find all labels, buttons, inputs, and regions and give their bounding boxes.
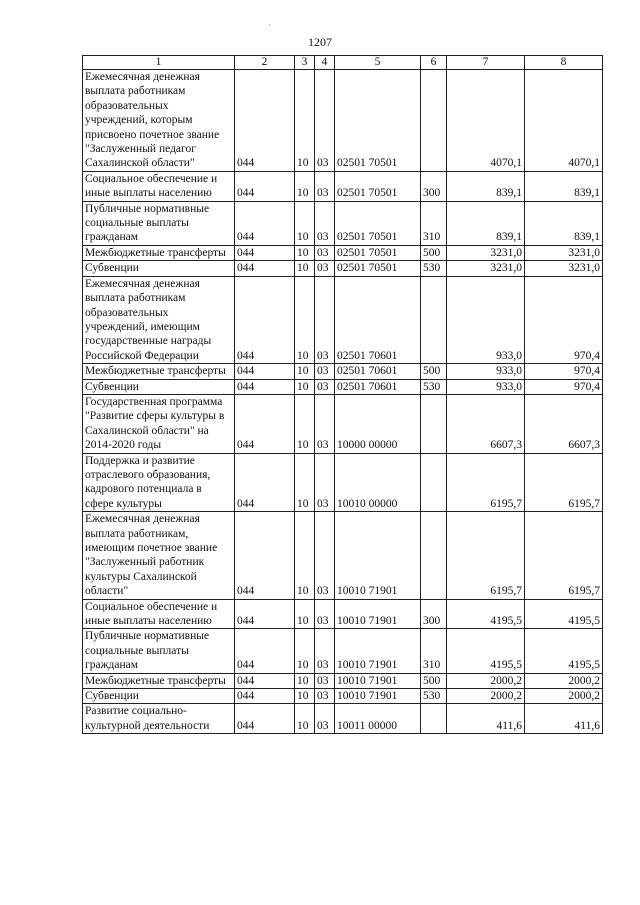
cell-section: 10 — [295, 599, 315, 629]
cell-target-article: 10010 71901 — [335, 599, 421, 629]
table-header-row — [83, 56, 603, 70]
row-name: Государственная программа "Развитие сферы культуры в Сахалинской области" на 2014-2020 годы — [83, 394, 235, 453]
table-row — [83, 261, 603, 276]
table-row — [83, 512, 603, 599]
cell-subsection: 03 — [315, 704, 335, 734]
row-name: Публичные нормативные социальные выплаты гражданам — [83, 201, 235, 245]
cell-expense-type — [421, 453, 447, 512]
cell-sum-2015: 411,6 — [447, 704, 525, 734]
cell-expense-type: 300 — [421, 171, 447, 201]
cell-sum-2016: 2000,2 — [525, 689, 603, 704]
cell-sum-2015: 4070,1 — [447, 70, 525, 172]
cell-subsection: 03 — [315, 379, 335, 394]
cell-expense-type: 500 — [421, 673, 447, 688]
cell-section: 10 — [295, 364, 315, 379]
cell-target-article: 02501 70601 — [335, 364, 421, 379]
cell-sum-2016: 970,4 — [525, 379, 603, 394]
cell-target-article: 10010 71901 — [335, 673, 421, 688]
cell-expense-type: 310 — [421, 201, 447, 245]
row-name: Ежемесячная денежная выплата работникам, имеющим почетное звание "Заслуженный работник культуры Сахалинской области" — [83, 512, 235, 599]
cell-sum-2015: 839,1 — [447, 201, 525, 245]
row-name: Ежемесячная денежная выплата работникам образовательных учреждений, которым присвоено почетное звание "Заслуженный педагог Сахалинской области" — [83, 70, 235, 172]
row-name: Социальное обеспечение и иные выплаты населению — [83, 171, 235, 201]
cell-expense-type — [421, 704, 447, 734]
cell-target-article: 10010 71901 — [335, 629, 421, 673]
cell-admin-code: 044 — [235, 171, 295, 201]
cell-admin-code: 044 — [235, 512, 295, 599]
row-name: Межбюджетные трансферты — [83, 364, 235, 379]
cell-sum-2016: 839,1 — [525, 201, 603, 245]
cell-target-article: 10010 71901 — [335, 689, 421, 704]
cell-subsection: 03 — [315, 276, 335, 363]
table-body — [83, 70, 603, 734]
cell-expense-type — [421, 394, 447, 453]
cell-sum-2016: 2000,2 — [525, 673, 603, 688]
cell-admin-code: 044 — [235, 629, 295, 673]
column-header: 4 — [315, 56, 335, 70]
cell-sum-2016: 4195,5 — [525, 629, 603, 673]
table-row — [83, 453, 603, 512]
cell-section: 10 — [295, 704, 315, 734]
table-row — [83, 689, 603, 704]
row-name: Субвенции — [83, 689, 235, 704]
cell-subsection: 03 — [315, 70, 335, 172]
cell-sum-2016: 970,4 — [525, 364, 603, 379]
table-row — [83, 704, 603, 734]
row-name: Ежемесячная денежная выплата работникам образовательных учреждений, имеющим государственные награды Российской Федерации — [83, 276, 235, 363]
cell-section: 10 — [295, 689, 315, 704]
cell-admin-code: 044 — [235, 245, 295, 260]
cell-target-article: 02501 70501 — [335, 171, 421, 201]
table-row — [83, 379, 603, 394]
cell-target-article: 02501 70501 — [335, 70, 421, 172]
cell-subsection: 03 — [315, 629, 335, 673]
budget-table — [82, 55, 603, 734]
cell-admin-code: 044 — [235, 379, 295, 394]
cell-section: 10 — [295, 453, 315, 512]
cell-expense-type — [421, 70, 447, 172]
cell-target-article: 02501 70501 — [335, 261, 421, 276]
cell-subsection: 03 — [315, 201, 335, 245]
column-header: 3 — [295, 56, 315, 70]
cell-section: 10 — [295, 171, 315, 201]
cell-section: 10 — [295, 201, 315, 245]
table-row — [83, 171, 603, 201]
table-row — [83, 201, 603, 245]
cell-sum-2015: 2000,2 — [447, 673, 525, 688]
cell-sum-2015: 6195,7 — [447, 512, 525, 599]
cell-target-article: 02501 70601 — [335, 276, 421, 363]
cell-subsection: 03 — [315, 171, 335, 201]
cell-subsection: 03 — [315, 689, 335, 704]
table-row — [83, 394, 603, 453]
cell-sum-2015: 933,0 — [447, 364, 525, 379]
cell-target-article: 10010 71901 — [335, 512, 421, 599]
cell-sum-2016: 839,1 — [525, 171, 603, 201]
cell-section: 10 — [295, 245, 315, 260]
row-name: Социальное обеспечение и иные выплаты населению — [83, 599, 235, 629]
cell-target-article: 02501 70601 — [335, 379, 421, 394]
table-row — [83, 629, 603, 673]
cell-sum-2016: 6607,3 — [525, 394, 603, 453]
cell-subsection: 03 — [315, 394, 335, 453]
cell-admin-code: 044 — [235, 70, 295, 172]
cell-admin-code: 044 — [235, 704, 295, 734]
cell-expense-type: 530 — [421, 379, 447, 394]
table-row — [83, 70, 603, 172]
cell-sum-2015: 2000,2 — [447, 689, 525, 704]
scan-speck — [269, 24, 270, 25]
column-header: 6 — [421, 56, 447, 70]
cell-sum-2016: 4070,1 — [525, 70, 603, 172]
table-row — [83, 673, 603, 688]
cell-admin-code: 044 — [235, 599, 295, 629]
cell-expense-type: 300 — [421, 599, 447, 629]
cell-admin-code: 044 — [235, 364, 295, 379]
cell-section: 10 — [295, 70, 315, 172]
page-number: 1207 — [308, 35, 332, 49]
cell-target-article: 10011 00000 — [335, 704, 421, 734]
cell-sum-2015: 6195,7 — [447, 453, 525, 512]
cell-sum-2015: 3231,0 — [447, 245, 525, 260]
row-name: Межбюджетные трансферты — [83, 673, 235, 688]
cell-admin-code: 044 — [235, 261, 295, 276]
cell-admin-code: 044 — [235, 453, 295, 512]
column-header: 1 — [83, 56, 235, 70]
cell-sum-2015: 933,0 — [447, 379, 525, 394]
row-name: Поддержка и развитие отраслевого образования, кадрового потенциала в сфере культуры — [83, 453, 235, 512]
cell-expense-type — [421, 276, 447, 363]
row-name: Публичные нормативные социальные выплаты гражданам — [83, 629, 235, 673]
row-name: Субвенции — [83, 379, 235, 394]
cell-sum-2015: 4195,5 — [447, 599, 525, 629]
cell-subsection: 03 — [315, 673, 335, 688]
cell-subsection: 03 — [315, 245, 335, 260]
column-header: 8 — [525, 56, 603, 70]
cell-sum-2016: 6195,7 — [525, 512, 603, 599]
cell-section: 10 — [295, 673, 315, 688]
cell-admin-code: 044 — [235, 276, 295, 363]
cell-expense-type: 530 — [421, 689, 447, 704]
cell-expense-type: 500 — [421, 364, 447, 379]
cell-sum-2016: 4195,5 — [525, 599, 603, 629]
table-row — [83, 276, 603, 363]
cell-section: 10 — [295, 394, 315, 453]
column-header: 7 — [447, 56, 525, 70]
table-row — [83, 599, 603, 629]
cell-section: 10 — [295, 261, 315, 276]
cell-target-article: 10010 00000 — [335, 453, 421, 512]
row-name: Межбюджетные трансферты — [83, 245, 235, 260]
column-header: 5 — [335, 56, 421, 70]
cell-subsection: 03 — [315, 599, 335, 629]
cell-expense-type: 530 — [421, 261, 447, 276]
cell-subsection: 03 — [315, 261, 335, 276]
cell-expense-type: 310 — [421, 629, 447, 673]
cell-subsection: 03 — [315, 512, 335, 599]
cell-subsection: 03 — [315, 364, 335, 379]
table-row — [83, 364, 603, 379]
cell-sum-2016: 6195,7 — [525, 453, 603, 512]
column-header: 2 — [235, 56, 295, 70]
cell-admin-code: 044 — [235, 689, 295, 704]
cell-sum-2016: 970,4 — [525, 276, 603, 363]
cell-expense-type — [421, 512, 447, 599]
cell-target-article: 02501 70501 — [335, 245, 421, 260]
cell-section: 10 — [295, 276, 315, 363]
cell-expense-type: 500 — [421, 245, 447, 260]
cell-section: 10 — [295, 512, 315, 599]
table-row — [83, 245, 603, 260]
cell-sum-2016: 411,6 — [525, 704, 603, 734]
cell-target-article: 10000 00000 — [335, 394, 421, 453]
cell-subsection: 03 — [315, 453, 335, 512]
cell-sum-2016: 3231,0 — [525, 245, 603, 260]
cell-sum-2015: 933,0 — [447, 276, 525, 363]
cell-sum-2015: 839,1 — [447, 171, 525, 201]
cell-admin-code: 044 — [235, 673, 295, 688]
cell-sum-2015: 6607,3 — [447, 394, 525, 453]
cell-sum-2015: 3231,0 — [447, 261, 525, 276]
cell-admin-code: 044 — [235, 201, 295, 245]
row-name: Субвенции — [83, 261, 235, 276]
cell-sum-2015: 4195,5 — [447, 629, 525, 673]
cell-target-article: 02501 70501 — [335, 201, 421, 245]
cell-section: 10 — [295, 379, 315, 394]
cell-sum-2016: 3231,0 — [525, 261, 603, 276]
row-name: Развитие социально-культурной деятельности — [83, 704, 235, 734]
cell-section: 10 — [295, 629, 315, 673]
cell-admin-code: 044 — [235, 394, 295, 453]
